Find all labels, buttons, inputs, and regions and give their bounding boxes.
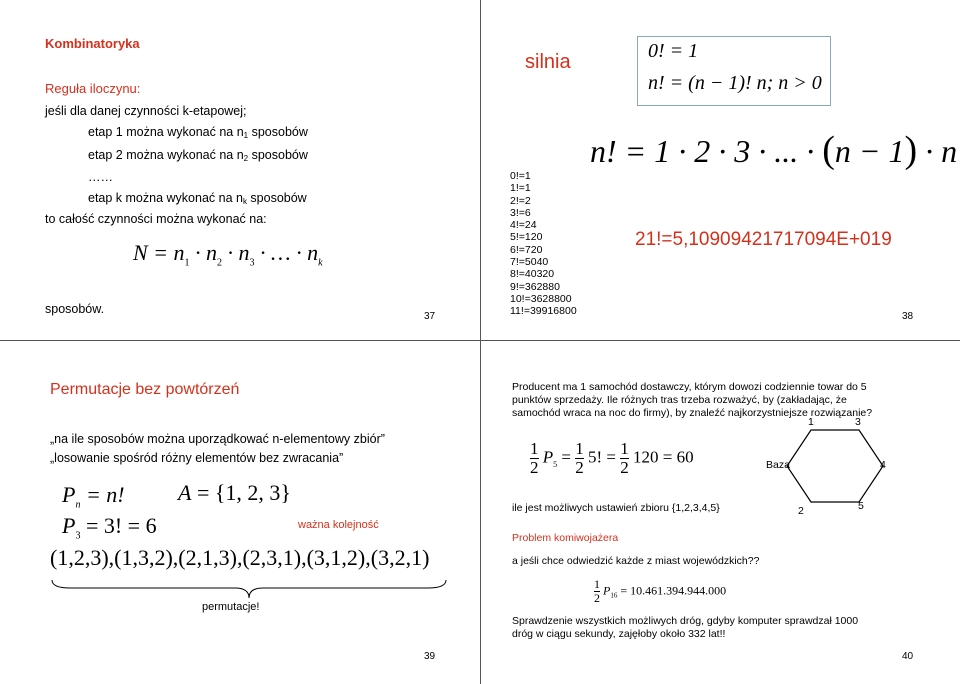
caption: permutacje! (202, 601, 260, 613)
factorial-item: 10!=3628800 (510, 292, 572, 305)
node-label: 1 (808, 416, 814, 428)
slide-title: silnia (525, 51, 571, 73)
factorial-item: 8!=40320 (510, 268, 555, 281)
step-line: etap k można wykonać na $n_k$ sposobów (88, 191, 307, 206)
factorial-item: 4!=24 (510, 219, 537, 232)
factorial-item: 3!=6 (510, 206, 531, 219)
factorial-item: 7!=5040 (510, 256, 549, 269)
problem-text: Producent ma 1 samochód dostawczy, którym dowozi codziennie towar do 5 punktów sprzedaży. Ile różnych tras trzeba rozważyć, by (zakładając, że samochód wraca na noc do firmy), by znaleźć najkorzystniejsze rozwiązanie? (512, 381, 873, 419)
slide-title: Kombinatoryka (45, 36, 140, 51)
p5-formula: 1 2 $P_5 = 1$ 2 5! = 1 2 120 = 60 (530, 439, 694, 477)
ellipsis-line: …… (88, 170, 113, 184)
conclusion-text: Sprawdzenie wszystkich możliwych dróg, gdyby komputer sprawdzał 1000 dróg w ciągu sekundy, zajęłoby około 332 lat!! (512, 615, 859, 640)
step-line: etap 1 można wykonać na $n_1$ sposobów (88, 125, 308, 140)
factorial-item: 2!=2 (510, 194, 531, 207)
factorial-item: 9!=362880 (510, 280, 560, 293)
factorial-item: 1!=1 (510, 182, 531, 195)
question-line: a jeśli chce odwiedzić każde z miast wojewódzkich?? (512, 555, 760, 567)
question-line: „losowanie spośród różny elementów bez zwracania” (50, 451, 344, 465)
definition-line: 0! = 1 (648, 40, 699, 62)
count-question: ile jest możliwych ustawień zbioru {1,2,3,4,5} (512, 502, 720, 514)
page-number: 40 (902, 651, 914, 662)
permutations-list: (1,2,3),(1,3,2),(2,1,3),(2,3,1),(3,1,2),(3,2,1) (50, 545, 430, 570)
page-number: 39 (424, 651, 436, 662)
step-line: etap 2 można wykonać na $n_2$ sposobów (88, 148, 308, 163)
text-line: to całość czynności można wykonać na: (45, 212, 267, 226)
underbrace (50, 578, 448, 600)
p3-formula: $P_3 = 3$! = 6 (62, 513, 157, 542)
node-label: 3 (855, 416, 861, 428)
factorial-item: 5!=120 (510, 231, 543, 244)
node-label: 2 (798, 505, 804, 517)
factorial-formula: n! = 1 · 2 · 3 · ... · (n − 1) · n (590, 129, 958, 171)
p16-formula: 1 2 $P_{16} = 10.461.394.944.000$ (594, 577, 727, 605)
set-formula: A = {1, 2, 3} (178, 480, 291, 505)
slide-subtitle: Reguła iloczynu: (45, 81, 141, 96)
note-label: ważna kolejność (298, 519, 379, 531)
page-number: 38 (902, 311, 914, 322)
vertical-divider (480, 0, 481, 684)
node-label: 4 (880, 459, 886, 471)
permutation-formula: $P_n = n$! (62, 482, 125, 511)
page-number: 37 (424, 311, 436, 322)
factorial-item: 6!=720 (510, 243, 543, 256)
definition-line: n! = (n − 1)! n; n > 0 (648, 72, 822, 94)
node-label: 5 (858, 500, 864, 512)
factorial-list (510, 170, 577, 318)
product-formula: $N = n_1 \cdot n_2 \cdot n_3$ · … · $n_k$ (133, 240, 323, 269)
slide-subtitle: Problem komiwojażera (512, 532, 619, 544)
text-line: sposobów. (45, 302, 105, 316)
slide-title: Permutacje bez powtórzeń (50, 381, 240, 398)
factorial-item: 11!=39916800 (510, 305, 577, 318)
factorial-item: 0!=1 (510, 170, 531, 182)
big-factorial: 21!=5,10909421717094E+019 (635, 229, 892, 250)
text-line: jeśli dla danej czynności k-etapowej; (45, 104, 247, 118)
node-label: Baza (766, 459, 790, 471)
question-line: „na ile sposobów można uporządkować n-elementowy zbiór” (50, 432, 385, 446)
